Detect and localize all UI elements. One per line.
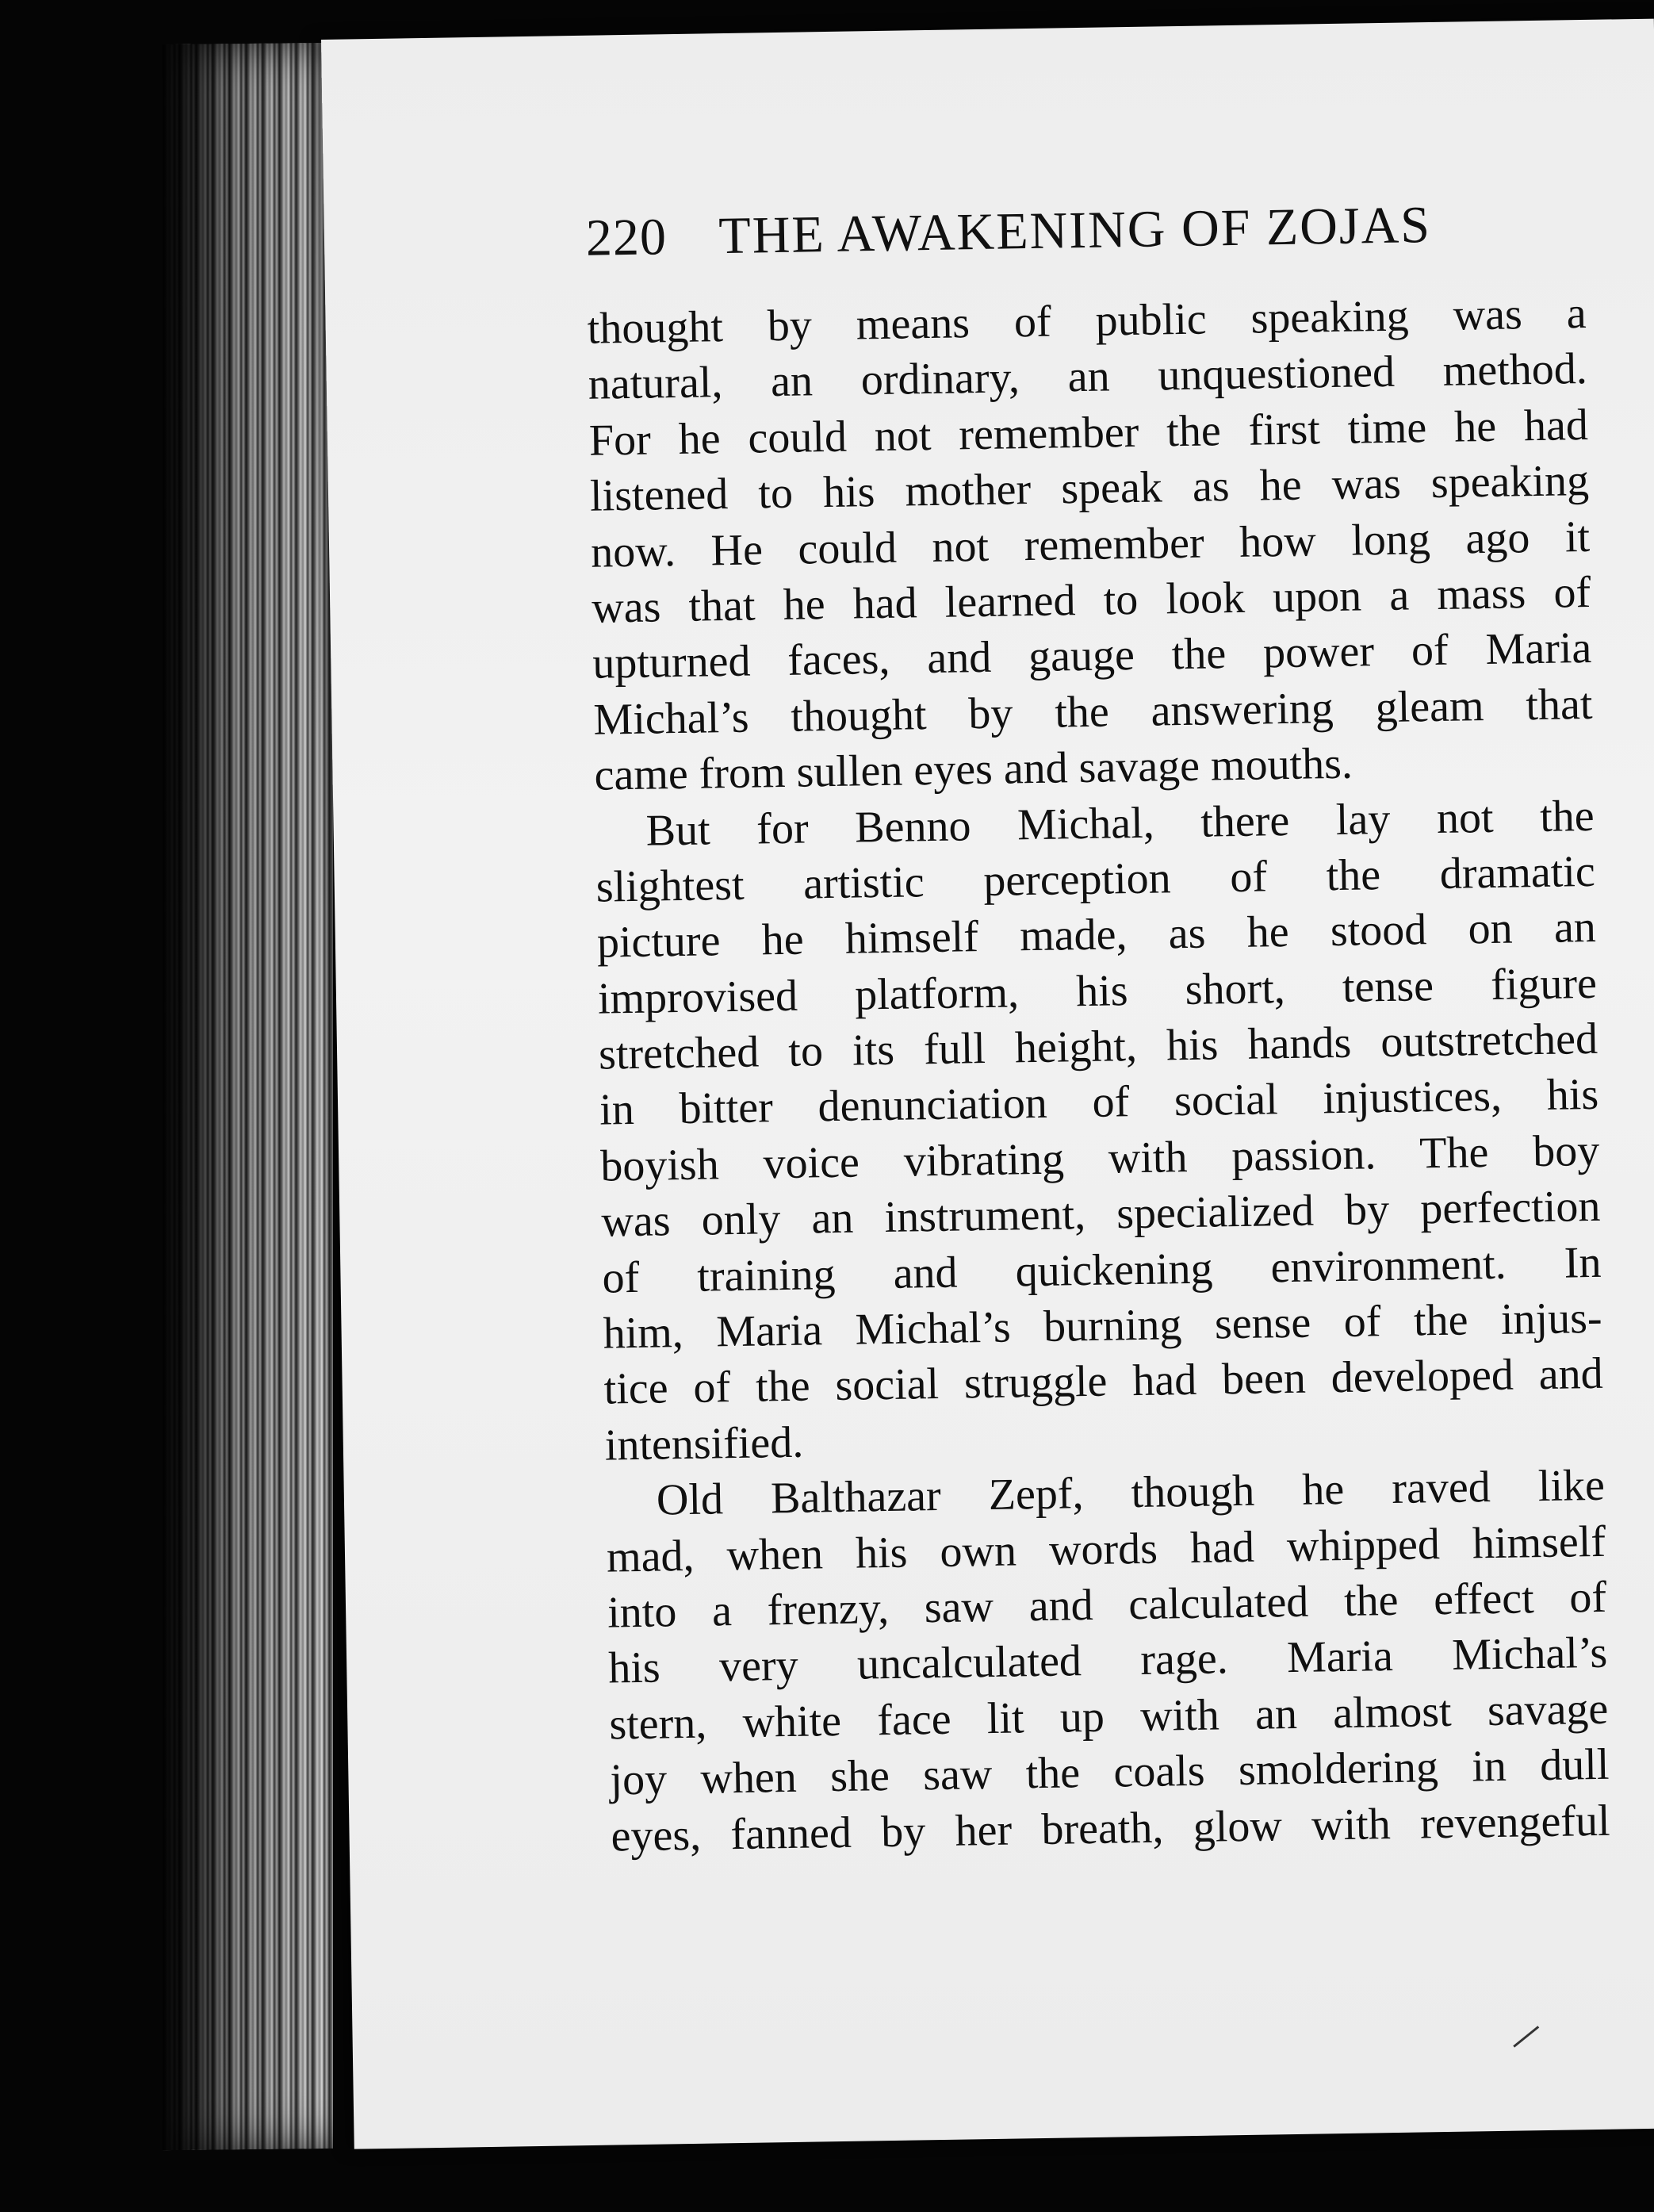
text-line: thought by means of public speaking was a <box>587 288 1587 354</box>
text-line: natural, an ordinary, an unquestioned method. <box>588 344 1588 410</box>
text-line: stretched to its full height, his hands outstretched <box>598 1014 1598 1079</box>
text-line: joy when she saw the coals smoldering in dull <box>610 1739 1610 1805</box>
text-line: picture he himself made, as he stood on an <box>596 903 1597 968</box>
text-line: mad, when his own words had whipped himself <box>606 1516 1606 1582</box>
text-line: tice of the social struggle had been developed and <box>603 1349 1604 1415</box>
book-fore-edge <box>163 43 333 2150</box>
text-line: Michal’s thought by the answering gleam that <box>593 679 1593 745</box>
text-line: came from sullen eyes and savage mouths. <box>594 738 1353 800</box>
text-line: of training and quickening environment. In <box>602 1237 1602 1303</box>
page-number: 220 <box>585 208 668 267</box>
page-paper <box>321 19 1654 2149</box>
body-text <box>587 286 1610 1864</box>
text-line: his very uncalculated rage. Maria Michal’s <box>607 1628 1608 1693</box>
text-line: For he could not remember the first time he had <box>588 400 1589 466</box>
text-line: stern, white face lit up with an almost savage <box>608 1684 1609 1750</box>
text-line: intensified. <box>604 1417 804 1470</box>
paragraph-start-line: Old Balthazar Zepf, though he raved like <box>656 1461 1606 1525</box>
text-line: improvised platform, his short, tense figure <box>597 958 1598 1024</box>
text-line: upturned faces, and gauge the power of Maria <box>592 623 1592 689</box>
text-line: slightest artistic perception of the dramatic <box>595 846 1596 912</box>
text-line: listened to his mother speak as he was speaking <box>589 456 1590 521</box>
running-head <box>585 195 1458 269</box>
text-line: eyes, fanned by her breath, glow with revengeful <box>611 1796 1610 1861</box>
text-line: was that he had learned to look upon a mass of <box>591 567 1591 633</box>
text-line: now. He could not remember how long ago it <box>590 512 1591 577</box>
scan-mark <box>1513 2026 1539 2047</box>
text-line: into a frenzy, saw and calculated the effect of <box>607 1572 1607 1638</box>
text-line: was only an instrument, specialized by perfection <box>600 1182 1601 1247</box>
text-line: him, Maria Michal’s burning sense of the injus- <box>603 1293 1603 1359</box>
paragraph-start-line: But for Benno Michal, there lay not the <box>645 791 1595 856</box>
text-line: in bitter denunciation of social injustices, his <box>599 1070 1599 1136</box>
text-line: boyish voice vibrating with passion. The boy <box>599 1125 1600 1191</box>
book-title: THE AWAKENING OF ZOJAS <box>718 196 1432 266</box>
